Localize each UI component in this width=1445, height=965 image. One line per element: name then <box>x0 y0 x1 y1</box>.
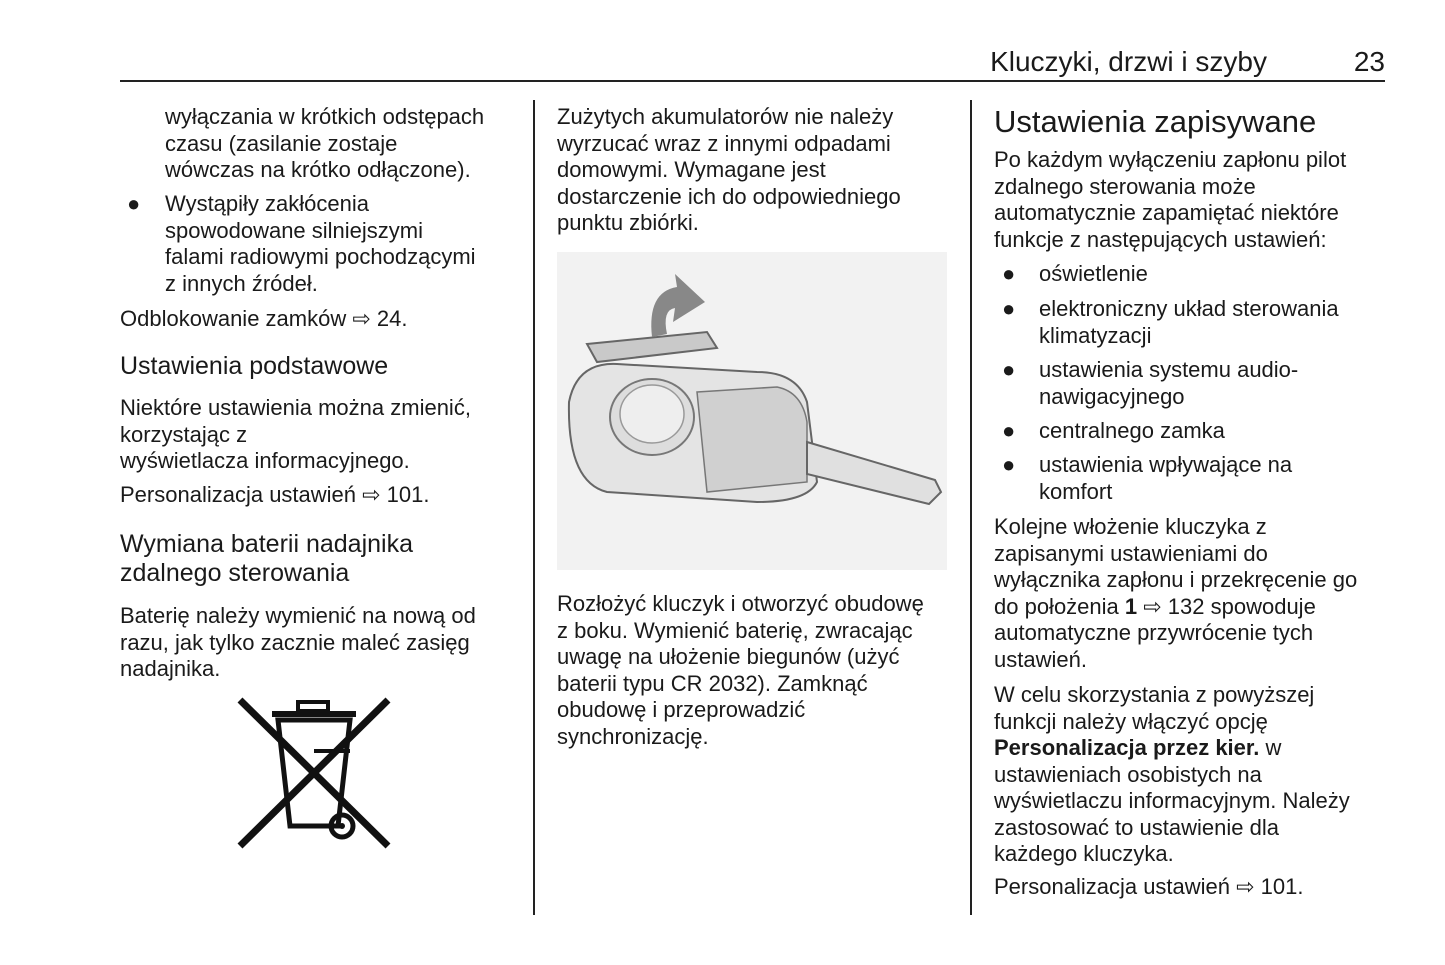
paragraph: Niektóre ustawienia można zmienić, korzystając z wyświetlacza informacyjnego. <box>120 395 471 473</box>
bullet-item: ustawienia systemu audio- nawigacyjnego <box>1039 357 1299 409</box>
bullet-item: ustawienia wpływające na komfort <box>1039 452 1293 504</box>
bullet-dot: ● <box>1002 418 1016 443</box>
bullet-dot: ● <box>1002 357 1016 382</box>
paragraph <box>994 682 1350 868</box>
bullet-dot: ● <box>127 191 141 216</box>
header-rule <box>120 80 1385 82</box>
page-number: 23 <box>1353 46 1385 77</box>
bullet-item: centralnego zamka <box>1039 418 1225 443</box>
bullet-continuation: wyłączania w krótkich odstępach czasu (zasilanie zostaje wówczas na krótko odłączone). <box>165 104 485 182</box>
column-divider <box>970 100 972 915</box>
crossed-out-bin-icon <box>236 696 392 850</box>
menu-option-name: Personalizacja przez kier. <box>994 735 1260 760</box>
paragraph-text: W celu skorzystania z powyższej funkcji należy włączyć opcję <box>994 682 1315 734</box>
paragraph <box>994 514 1357 673</box>
paragraph: Rozłożyć kluczyk i otworzyć obudowę z boku. Wymienić baterię, zwracając uwagę na ułożenie biegunów (użyć baterii typu CR 2032). Zamknąć obudowę i przeprowadzić synchronizację. <box>557 591 924 749</box>
key-battery-illustration <box>557 252 947 570</box>
cross-reference[interactable]: Personalizacja ustawień ⇨ 101. <box>994 874 1304 899</box>
bullet-item: elektroniczny układ sterowania klimatyzacji <box>1039 296 1339 348</box>
section-heading: Ustawienia zapisywane <box>994 104 1317 139</box>
cross-reference[interactable]: Odblokowanie zamków ⇨ 24. <box>120 306 408 331</box>
bullet-dot: ● <box>1002 261 1016 286</box>
paragraph: Zużytych akumulatorów nie należy wyrzucać wraz z innymi odpadami domowymi. Wymagane jest dostarczenie ich do odpowiedniego punktu zbiórki. <box>557 104 901 235</box>
paragraph-text: w ustawieniach osobistych na wyświetlaczu informacyjnym. Należy zastosować to ustawienie dla każdego kluczyka. <box>994 735 1350 866</box>
section-heading: Wymiana baterii nadajnika zdalnego sterowania <box>120 530 413 587</box>
bullet-dot: ● <box>1002 296 1016 321</box>
running-header-title: Kluczyki, drzwi i szyby <box>990 46 1267 77</box>
paragraph-text: Kolejne włożenie kluczyka z zapisanymi ustawieniami do wyłącznika zapłonu i przekręcenie go do położenia <box>994 514 1358 619</box>
section-heading: Ustawienia podstawowe <box>120 352 389 380</box>
paragraph-text: ⇨ 132 spowoduje automatyczne przywrócenie tych ustawień. <box>994 593 1316 672</box>
bullet-dot: ● <box>1002 452 1016 477</box>
column-divider <box>533 100 535 915</box>
paragraph: Po każdym wyłączeniu zapłonu pilot zdalnego sterowania może automatycznie zapamiętać niektóre funkcje z następujących ustawień: <box>994 147 1347 252</box>
bullet-item: Wystąpiły zakłócenia spowodowane silniejszymi falami radiowymi pochodzącymi z innych źródeł. <box>165 191 476 296</box>
paragraph: Baterię należy wymienić na nową od razu, jak tylko zacznie maleć zasięg nadajnika. <box>120 603 476 681</box>
ignition-position: 1 <box>1124 593 1138 619</box>
cross-reference[interactable]: Personalizacja ustawień ⇨ 101. <box>120 482 430 507</box>
bullet-item: oświetlenie <box>1039 261 1148 286</box>
